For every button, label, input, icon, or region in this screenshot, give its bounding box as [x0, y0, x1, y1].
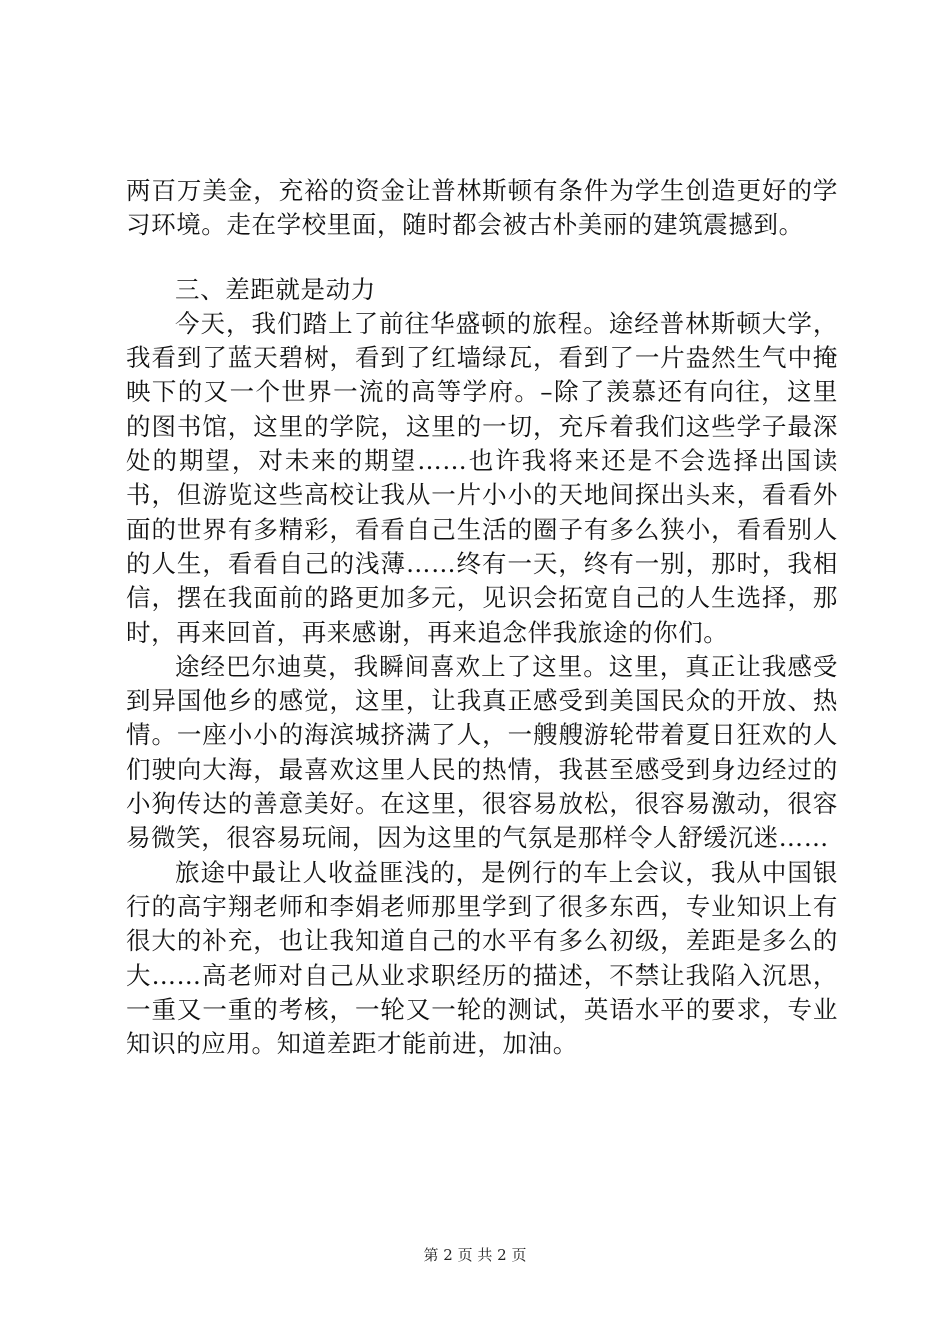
paragraph-baltimore: 途经巴尔迪莫，我瞬间喜欢上了这里。这里，真正让我感受到异国他乡的感觉，这里，让我真正感受到美国民众的开放、热情。一座小小的海滨城挤满了人，一艘艘游轮带着夏日狂欢的人们驶向大海，最喜欢这里人民的热情，我甚至感受到身边经过的小狗传达的善意美好。在这里，很容易放松，很容易激动，很容易微笑，很容易玩闹，因为这里的气氛是那样令人舒缓沉迷……: [126, 651, 838, 853]
paragraph-continuation: 两百万美金，充裕的资金让普林斯顿有条件为学生创造更好的学习环境。走在学校里面，随时都会被古朴美丽的建筑震撼到。: [126, 176, 838, 240]
section-heading: 三、差距就是动力: [175, 274, 376, 304]
page-number-footer: 第 2 页 共 2 页: [423, 1246, 527, 1264]
paragraph-meeting: 旅途中最让人收益匪浅的，是例行的车上会议，我从中国银行的高宇翔老师和李娟老师那里学到了很多东西，专业知识上有很大的补充，也让我知道自己的水平有多么初级，差距是多么的大……高老师对自己从业求职经历的描述，不禁让我陷入沉思，一重又一重的考核，一轮又一轮的测试，英语水平的要求，专业知识的应用。知道差距才能前进，加油。: [126, 857, 838, 1059]
paragraph-princeton: 今天，我们踏上了前往华盛顿的旅程。途经普林斯顿大学，我看到了蓝天碧树，看到了红墙绿瓦，看到了一片盎然生气中掩映下的又一个世界一流的高等学府。–除了羡慕还有向往，这里的图书馆，这里的学院，这里的一切，充斥着我们这些学子最深处的期望，对未来的期望……也许我将来还是不会选择出国读书，但游览这些高校让我从一片小小的天地间探出头来，看看外面的世界有多精彩，看看自己生活的圈子有多么狭小，看看别人的人生，看看自己的浅薄……终有一天，终有一别，那时，我相信，摆在我面前的路更加多元，见识会拓宽自己的人生选择，那时，再来回首，再来感谢，再来追念伴我旅途的你们。: [126, 308, 838, 647]
document-body: [126, 174, 838, 1061]
